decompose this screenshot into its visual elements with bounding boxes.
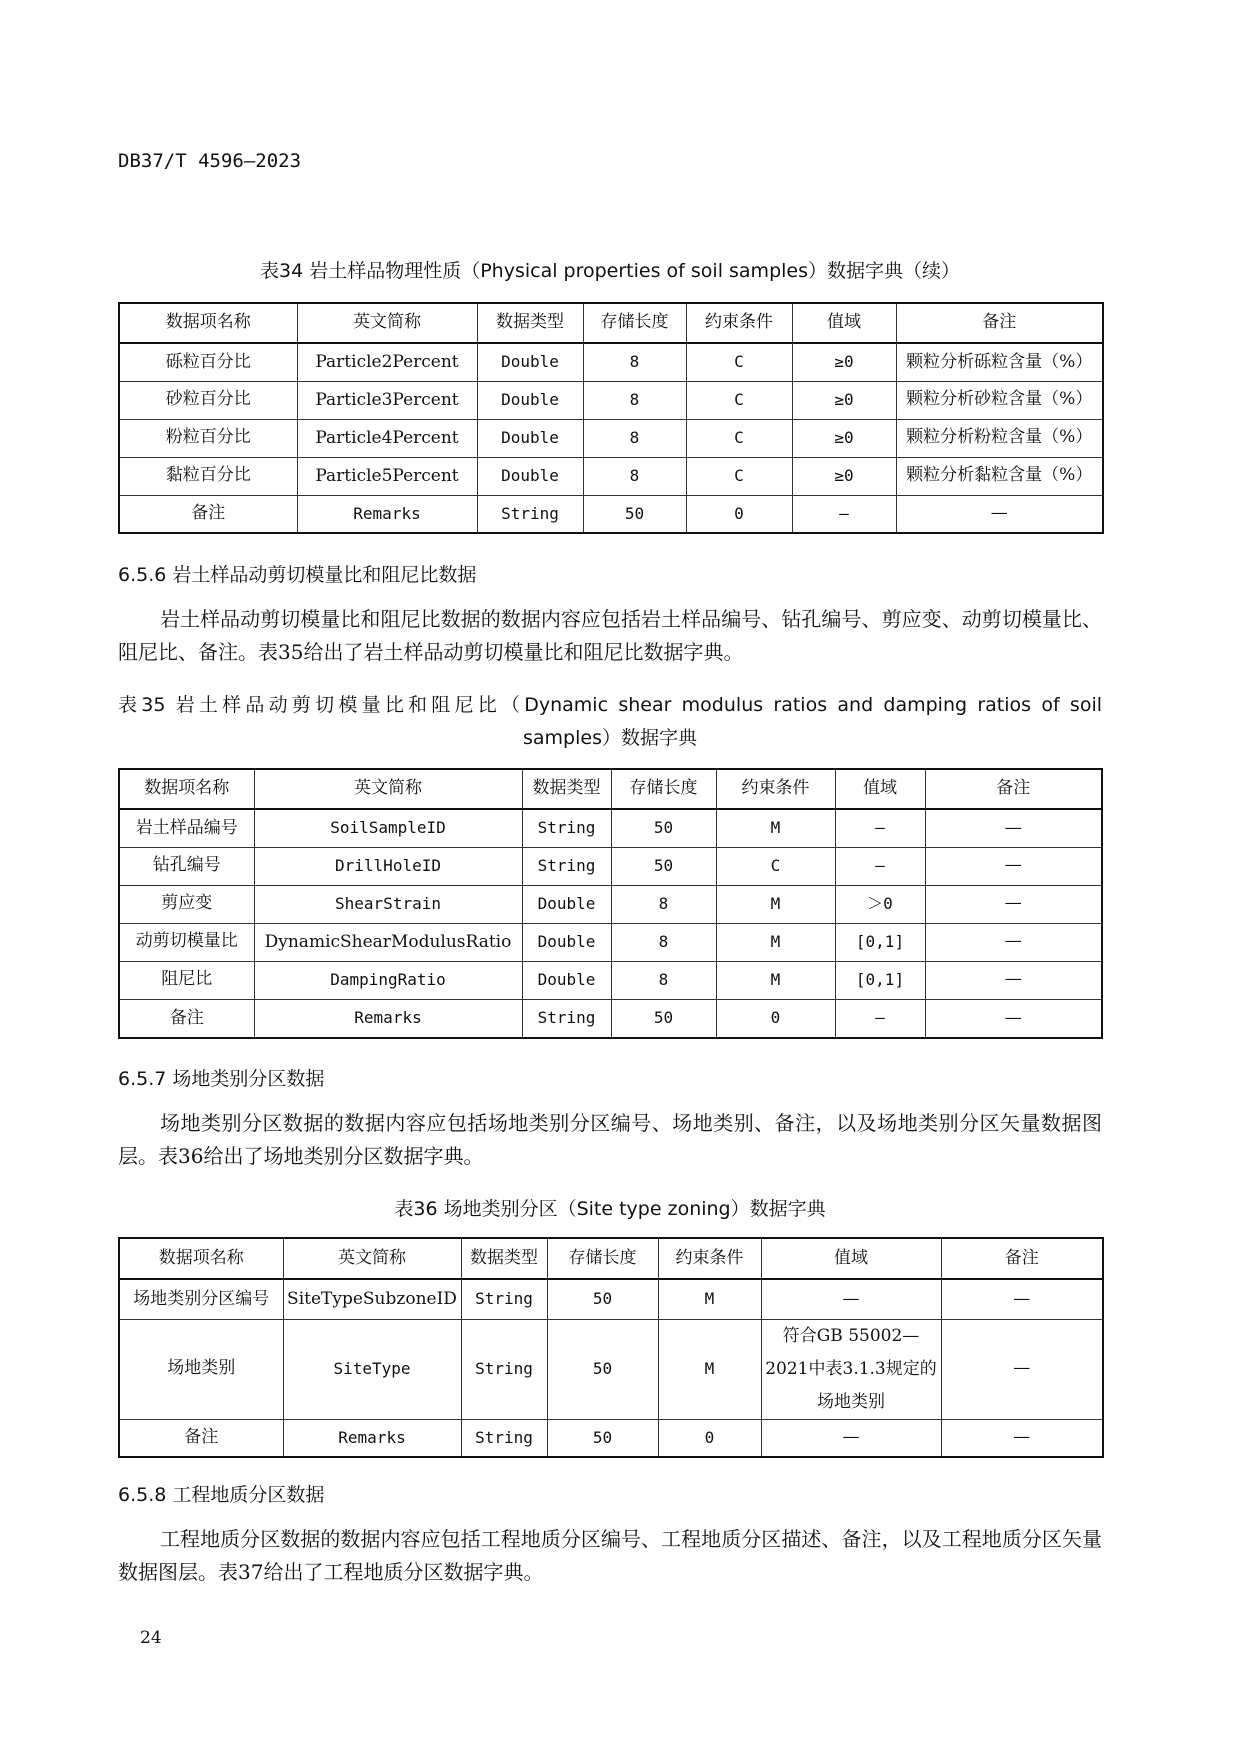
table34 bbox=[118, 302, 1104, 534]
table-cell: C bbox=[716, 847, 835, 885]
table-cell: 颗粒分析粉粒含量（%） bbox=[896, 419, 1103, 457]
table-cell: 50 bbox=[547, 1319, 658, 1419]
section-656-paragraph: 岩土样品动剪切模量比和阻尼比数据的数据内容应包括岩土样品编号、钻孔编号、剪应变、动剪切模量比、阻尼比、备注。表35给出了岩土样品动剪切模量比和阻尼比数据字典。 bbox=[118, 607, 1102, 664]
column-header: 值域 bbox=[761, 1238, 941, 1279]
table-cell: — bbox=[925, 809, 1102, 847]
table-cell: 8 bbox=[583, 343, 686, 381]
table-cell: ≥0 bbox=[792, 381, 896, 419]
table35-caption-line2: samples）数据字典 bbox=[523, 727, 697, 749]
table36 bbox=[118, 1237, 1104, 1458]
table-cell: Particle3Percent bbox=[297, 381, 477, 419]
column-header: 约束条件 bbox=[716, 769, 835, 809]
table-cell: — bbox=[896, 495, 1103, 533]
table-row bbox=[119, 961, 1102, 999]
table-cell: 颗粒分析黏粒含量（%） bbox=[896, 457, 1103, 495]
table-cell: 阻尼比 bbox=[119, 961, 254, 999]
table-cell: 砾粒百分比 bbox=[119, 343, 297, 381]
table-header-row bbox=[119, 769, 1102, 809]
column-header: 数据项名称 bbox=[119, 769, 254, 809]
column-header: 数据类型 bbox=[461, 1238, 547, 1279]
document-code-header: DB37/T 4596—2023 bbox=[118, 150, 302, 172]
table-cell: Double bbox=[522, 923, 611, 961]
table-cell: String bbox=[477, 495, 583, 533]
table-row bbox=[119, 1319, 1103, 1419]
table-row bbox=[119, 343, 1103, 381]
table-cell: M bbox=[658, 1319, 761, 1419]
table-cell: ≥0 bbox=[792, 343, 896, 381]
table-row bbox=[119, 495, 1103, 533]
column-header: 存储长度 bbox=[583, 303, 686, 343]
table36-caption: 表36 场地类别分区（Site type zoning）数据字典 bbox=[394, 1198, 826, 1220]
table35 bbox=[118, 768, 1103, 1039]
section-657-paragraph: 场地类别分区数据的数据内容应包括场地类别分区编号、场地类别、备注，以及场地类别分区矢量数据图层。表36给出了场地类别分区数据字典。 bbox=[118, 1111, 1102, 1168]
table-cell: Remarks bbox=[297, 495, 477, 533]
table-cell: 钻孔编号 bbox=[119, 847, 254, 885]
table-cell: M bbox=[716, 961, 835, 999]
table-cell: Remarks bbox=[283, 1419, 461, 1457]
table-cell: M bbox=[716, 885, 835, 923]
column-header: 数据项名称 bbox=[119, 1238, 283, 1279]
table-cell: 黏粒百分比 bbox=[119, 457, 297, 495]
table-row bbox=[119, 1279, 1103, 1319]
table-cell: String bbox=[522, 999, 611, 1038]
table-cell: — bbox=[925, 961, 1102, 999]
table-cell: 50 bbox=[547, 1279, 658, 1319]
table35-caption-line1: 表35 岩土样品动剪切模量比和阻尼比（Dynamic shear modulus ratios and damping ratios of soil bbox=[118, 694, 1102, 716]
section-658-heading: 6.5.8 工程地质分区数据 bbox=[118, 1484, 325, 1506]
table-cell: — bbox=[941, 1319, 1103, 1419]
table-cell: Particle5Percent bbox=[297, 457, 477, 495]
table-cell: 0 bbox=[686, 495, 792, 533]
column-header: 备注 bbox=[941, 1238, 1103, 1279]
table-row bbox=[119, 847, 1102, 885]
table-cell: DynamicShearModulusRatio bbox=[254, 923, 522, 961]
column-header: 约束条件 bbox=[686, 303, 792, 343]
table-cell: Double bbox=[522, 885, 611, 923]
column-header: 数据项名称 bbox=[119, 303, 297, 343]
table-cell: 场地类别 bbox=[119, 1319, 283, 1419]
table-cell: Double bbox=[477, 381, 583, 419]
table-cell: DrillHoleID bbox=[254, 847, 522, 885]
table-cell: 50 bbox=[611, 809, 716, 847]
table-cell: Double bbox=[522, 961, 611, 999]
table-row bbox=[119, 419, 1103, 457]
table-row bbox=[119, 381, 1103, 419]
column-header: 数据类型 bbox=[477, 303, 583, 343]
table-cell: 岩土样品编号 bbox=[119, 809, 254, 847]
table-cell: 8 bbox=[611, 961, 716, 999]
table-cell: — bbox=[761, 1419, 941, 1457]
table-cell: 符合GB 55002—2021中表3.1.3规定的场地类别 bbox=[761, 1319, 941, 1419]
table-cell: Double bbox=[477, 457, 583, 495]
table-cell: 备注 bbox=[119, 495, 297, 533]
column-header: 数据类型 bbox=[522, 769, 611, 809]
table-cell: Particle4Percent bbox=[297, 419, 477, 457]
table-cell: M bbox=[716, 923, 835, 961]
column-header: 值域 bbox=[792, 303, 896, 343]
table-row bbox=[119, 1419, 1103, 1457]
table-cell: Double bbox=[477, 343, 583, 381]
table-cell: — bbox=[925, 923, 1102, 961]
column-header: 英文简称 bbox=[297, 303, 477, 343]
table-cell: — bbox=[835, 847, 925, 885]
column-header: 备注 bbox=[925, 769, 1102, 809]
table-cell: — bbox=[925, 847, 1102, 885]
table-cell: [0,1] bbox=[835, 923, 925, 961]
table-cell: 0 bbox=[658, 1419, 761, 1457]
column-header: 值域 bbox=[835, 769, 925, 809]
table-header-row bbox=[119, 303, 1103, 343]
table-cell: 8 bbox=[611, 923, 716, 961]
table-cell: C bbox=[686, 381, 792, 419]
table-row bbox=[119, 923, 1102, 961]
section-656-heading: 6.5.6 岩土样品动剪切模量比和阻尼比数据 bbox=[118, 564, 477, 586]
table-cell: 8 bbox=[611, 885, 716, 923]
table-cell: — bbox=[941, 1279, 1103, 1319]
column-header: 英文简称 bbox=[283, 1238, 461, 1279]
table-cell: — bbox=[792, 495, 896, 533]
table-cell: 备注 bbox=[119, 999, 254, 1038]
table-cell: ShearStrain bbox=[254, 885, 522, 923]
table-row bbox=[119, 885, 1102, 923]
section-657-heading: 6.5.7 场地类别分区数据 bbox=[118, 1068, 325, 1090]
table-cell: 粉粒百分比 bbox=[119, 419, 297, 457]
table-cell: DampingRatio bbox=[254, 961, 522, 999]
table-cell: ≥0 bbox=[792, 419, 896, 457]
table-cell: Particle2Percent bbox=[297, 343, 477, 381]
table-cell: C bbox=[686, 457, 792, 495]
column-header: 约束条件 bbox=[658, 1238, 761, 1279]
column-header: 英文简称 bbox=[254, 769, 522, 809]
column-header: 存储长度 bbox=[547, 1238, 658, 1279]
table-cell: 剪应变 bbox=[119, 885, 254, 923]
table-cell: 8 bbox=[583, 457, 686, 495]
table-row bbox=[119, 457, 1103, 495]
table-cell: String bbox=[461, 1319, 547, 1419]
table-cell: — bbox=[835, 999, 925, 1038]
column-header: 备注 bbox=[896, 303, 1103, 343]
table-header-row bbox=[119, 1238, 1103, 1279]
table-cell: 砂粒百分比 bbox=[119, 381, 297, 419]
table-cell: M bbox=[716, 809, 835, 847]
table-cell: [0,1] bbox=[835, 961, 925, 999]
table-cell: 颗粒分析砂粒含量（%） bbox=[896, 381, 1103, 419]
table-cell: String bbox=[461, 1419, 547, 1457]
table-cell: Remarks bbox=[254, 999, 522, 1038]
table-cell: 0 bbox=[716, 999, 835, 1038]
table-row bbox=[119, 999, 1102, 1038]
table-cell: SiteTypeSubzoneID bbox=[283, 1279, 461, 1319]
column-header: 存储长度 bbox=[611, 769, 716, 809]
table-cell: — bbox=[925, 885, 1102, 923]
table34-caption: 表34 岩土样品物理性质（Physical properties of soil samples）数据字典（续） bbox=[260, 260, 960, 282]
table-row bbox=[119, 809, 1102, 847]
table-cell: C bbox=[686, 419, 792, 457]
page-number: 24 bbox=[140, 1628, 162, 1648]
table-cell: 8 bbox=[583, 419, 686, 457]
table-cell: — bbox=[925, 999, 1102, 1038]
table-cell: 50 bbox=[611, 999, 716, 1038]
table-cell: — bbox=[941, 1419, 1103, 1457]
table-cell: ≥0 bbox=[792, 457, 896, 495]
table-cell: 50 bbox=[583, 495, 686, 533]
table-cell: — bbox=[835, 809, 925, 847]
section-658-paragraph: 工程地质分区数据的数据内容应包括工程地质分区编号、工程地质分区描述、备注，以及工程地质分区矢量数据图层。表37给出了工程地质分区数据字典。 bbox=[118, 1527, 1102, 1584]
table-cell: String bbox=[522, 847, 611, 885]
table-cell: ＞0 bbox=[835, 885, 925, 923]
table-cell: 50 bbox=[611, 847, 716, 885]
table-cell: C bbox=[686, 343, 792, 381]
table-cell: SoilSampleID bbox=[254, 809, 522, 847]
table-cell: 备注 bbox=[119, 1419, 283, 1457]
table-cell: M bbox=[658, 1279, 761, 1319]
table-cell: 动剪切模量比 bbox=[119, 923, 254, 961]
table-cell: String bbox=[461, 1279, 547, 1319]
table-cell: SiteType bbox=[283, 1319, 461, 1419]
table-cell: 50 bbox=[547, 1419, 658, 1457]
table-cell: Double bbox=[477, 419, 583, 457]
table-cell: String bbox=[522, 809, 611, 847]
table-cell: 场地类别分区编号 bbox=[119, 1279, 283, 1319]
table-cell: 颗粒分析砾粒含量（%） bbox=[896, 343, 1103, 381]
table-cell: 8 bbox=[583, 381, 686, 419]
table-cell: — bbox=[761, 1279, 941, 1319]
